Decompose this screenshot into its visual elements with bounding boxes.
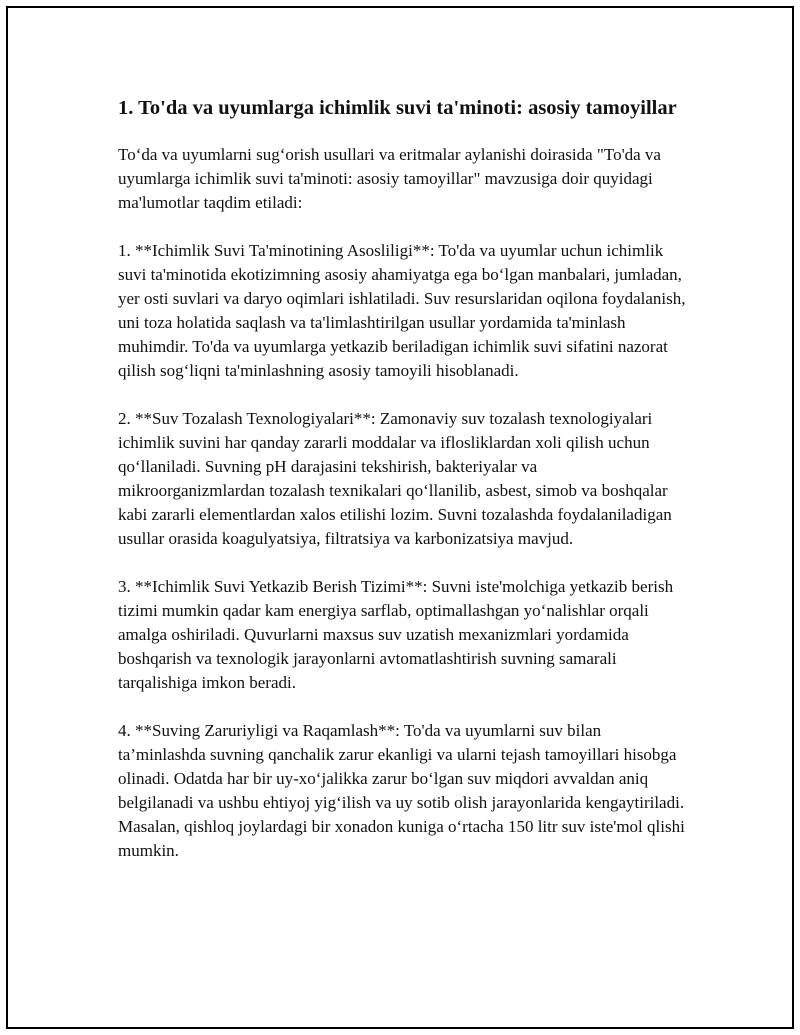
intro-paragraph: To‘da va uyumlarni sug‘orish usullari va eritmalar aylanishi doirasida "To'da va uyumlarga ichimlik suvi ta'minoti: asosiy tamoyillar" mavzusiga doir quyidagi ma'lumotlar taqdim etiladi: [118, 145, 661, 212]
section-1-paragraph: 1. **Ichimlik Suvi Ta'minotining Asosliligi**: To'da va uyumlar uchun ichimlik suvi ta'minotida ekotizimning asosiy ahamiyatga ega bo‘lgan manbalari, jumladan, yer osti suvlari va daryo oqimlari ishlatiladi. Suv resurslaridan oqilona foydalanish, uni toza holatida saqlash va ta'limlashtirilgan usullar yordamida ta'minlash muhimdir. To'da va uyumlarga yetkazib beriladigan ichimlik suvi sifatini nazorat qilish sog‘liqni ta'minlashning asosiy tamoyili hisoblanadi. [118, 241, 686, 380]
document-body [118, 94, 688, 887]
section-3-paragraph: 3. **Ichimlik Suvi Yetkazib Berish Tizimi**: Suvni iste'molchiga yetkazib berish tizimi mumkin qadar kam energiya sarflab, optimallashgan yo‘nalishlar orqali amalga oshiriladi. Quvurlarni maxsus suv uzatish mexanizmlari yordamida boshqarish va texnologik jarayonlarni avtomatlashtirish suvning samarali tarqalishiga imkon beradi. [118, 577, 674, 692]
section-4-paragraph: 4. **Suving Zaruriyligi va Raqamlash**: To'da va uyumlarni suv bilan ta’minlashda suvning qanchalik zarur ekanligi va ularni tejash tamoyillari hisobga olinadi. Odatda har bir uy-xo‘jalikka zarur bo‘lgan suv miqdori avvaldan aniq belgilanadi va ushbu ehtiyoj yig‘ilish va uy sotib olish jarayonlarida kengaytiriladi. Masalan, qishloq joylardagi bir xonadon kuniga o‘rtacha 150 litr suv iste'mol qlishi mumkin. [118, 721, 685, 860]
document-title: 1. To'da va uyumlarga ichimlik suvi ta'minoti: asosiy tamoyillar [118, 97, 677, 119]
section-2-paragraph: 2. **Suv Tozalash Texnologiyalari**: Zamonaviy suv tozalash texnologiyalari ichimlik suvini har qanday zararli moddalar va iflosliklardan xoli qilish uchun qo‘llaniladi. Suvning pH darajasini tekshirish, bakteriyalar va mikroorganizmlardan tozalash texnikalari qo‘llanilib, asbest, simob va boshqalar kabi zararli elementlardan xalos etilishi lozim. Suvni tozalashda foydalaniladigan usullar orasida koagulyatsiya, filtratsiya va karbonizatsiya mavjud. [118, 409, 672, 548]
